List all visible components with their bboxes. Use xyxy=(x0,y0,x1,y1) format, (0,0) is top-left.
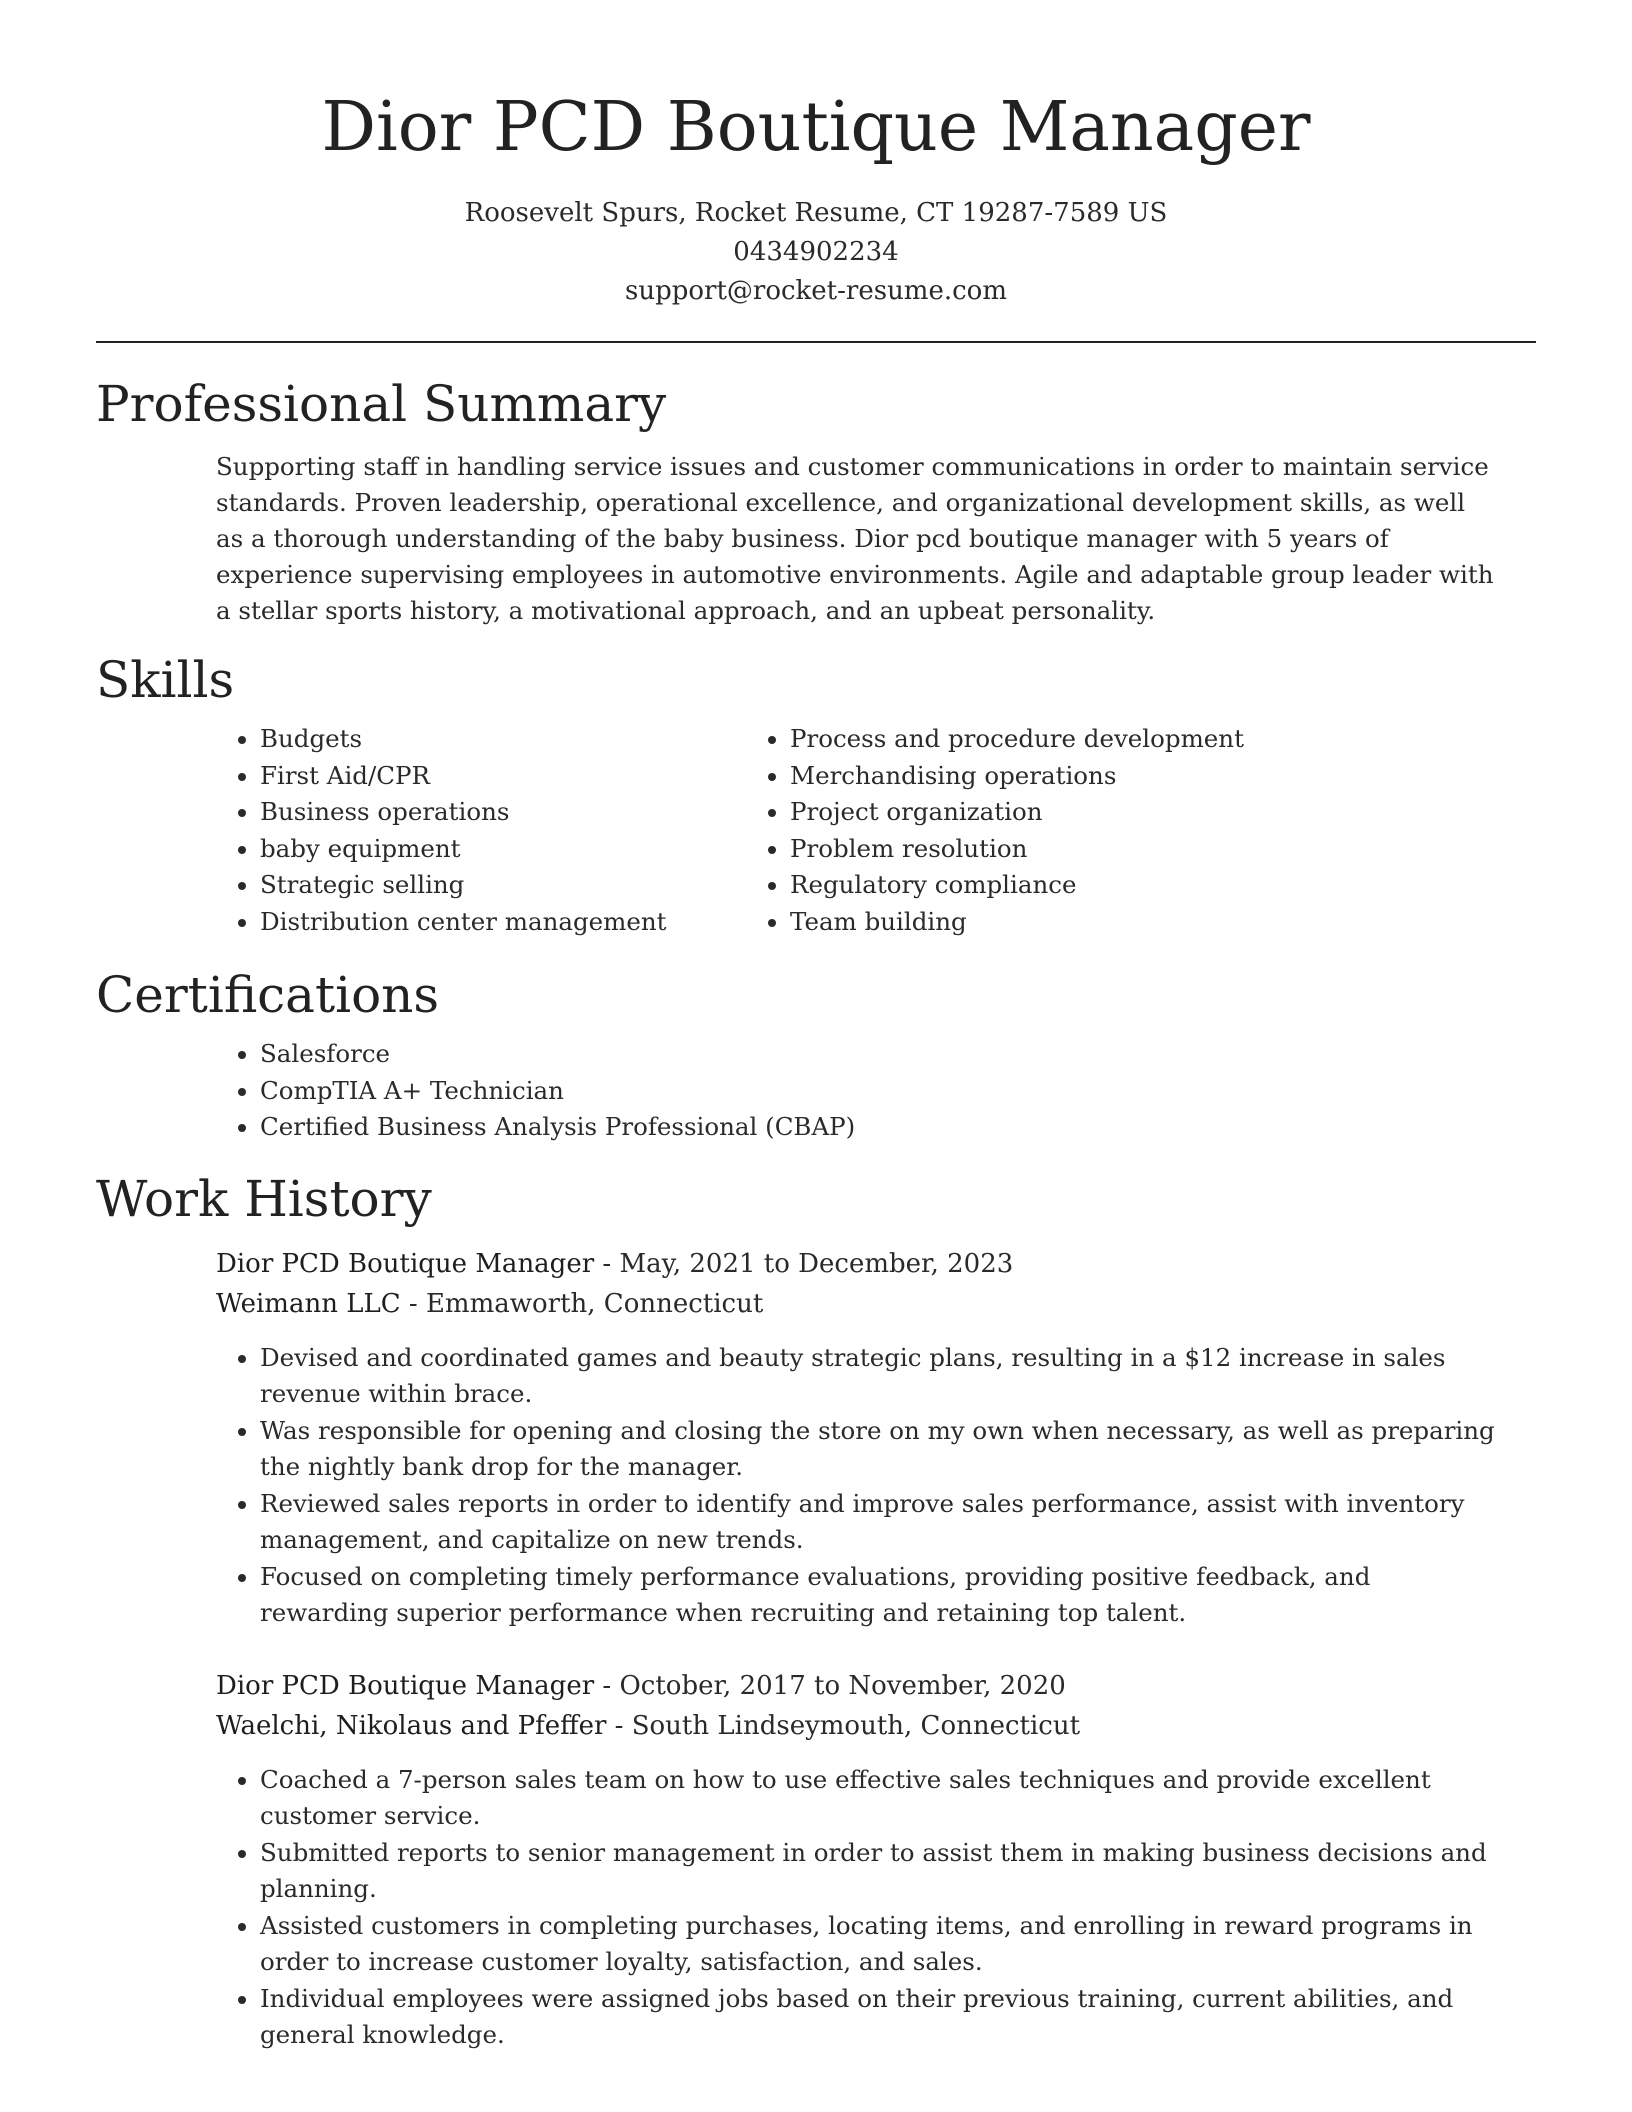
list-item: • Process and procedure development xyxy=(790,721,1244,758)
email: support@rocket-resume.com xyxy=(624,276,1007,306)
certifications-title: Certifications xyxy=(96,966,440,1024)
job-role: Dior PCD Boutique Manager xyxy=(216,1248,595,1279)
list-item: • Reviewed sales reports in order to identify and improve sales performance, assist with inventory management, and capitalize on new trends. xyxy=(260,1486,1496,1559)
job-duties xyxy=(96,1762,1536,2054)
list-item: • Certified Business Analysis Professional (CBAP) xyxy=(260,1109,1536,1146)
job-company: Waelchi, Nikolaus and Pfeffer xyxy=(216,1710,607,1741)
list-item: • Assisted customers in completing purchases, locating items, and enrolling in reward programs in order to increase customer loyalty, satisfaction, and sales. xyxy=(260,1908,1496,1981)
certifications-list xyxy=(96,1036,1536,1146)
skills-title: Skills xyxy=(96,651,235,709)
skills-grid xyxy=(96,721,1536,940)
job-dates: - October, 2017 to November, 2020 xyxy=(594,1670,1066,1701)
list-item: • Was responsible for opening and closing the store on my own when necessary, as well as preparing the nightly bank drop for the manager. xyxy=(260,1413,1496,1486)
list-item: • Individual employees were assigned jobs based on their previous training, current abilities, and general knowledge. xyxy=(260,1981,1496,2054)
list-item: • Business operations xyxy=(260,794,746,831)
list-item: • baby equipment xyxy=(260,831,746,868)
job-role-line xyxy=(96,1244,1536,1284)
summary-text: Supporting staff in handling service issues and customer communications in order to maintain service standards. Proven leadership, operational excellence, and organizational development skills, as well as a thorough understanding of the baby business. Dior pcd boutique manager with 5 years of experience supervising employees in automotive environments. Agile and adaptable group leader with a stellar sports history, a motivational approach, and an upbeat personality. xyxy=(216,452,1494,625)
resume-header xyxy=(96,0,1536,311)
skills-section xyxy=(96,649,1536,940)
list-item: • CompTIA A+ Technician xyxy=(260,1073,1536,1110)
job-dates: - May, 2021 to December, 2023 xyxy=(594,1248,1014,1279)
summary-section xyxy=(96,373,1536,629)
job-role-line xyxy=(96,1666,1536,1706)
header-divider xyxy=(96,341,1536,343)
skills-list-right xyxy=(746,721,1244,940)
list-item: • Strategic selling xyxy=(260,867,746,904)
job-location: - Emmaworth, Connecticut xyxy=(400,1288,764,1319)
job-entry xyxy=(96,1666,1536,2054)
job-company-line xyxy=(96,1284,1536,1324)
summary-title: Professional Summary xyxy=(96,375,667,433)
address: Roosevelt Spurs, Rocket Resume, CT 19287-7589 US xyxy=(464,198,1168,228)
job-company-line xyxy=(96,1706,1536,1746)
list-item: • Submitted reports to senior management in order to assist them in making business decisions and planning. xyxy=(260,1835,1496,1908)
job-role: Dior PCD Boutique Manager xyxy=(216,1670,595,1701)
list-item: • Problem resolution xyxy=(790,831,1244,868)
list-item: • First Aid/CPR xyxy=(260,758,746,795)
list-item: • Devised and coordinated games and beauty strategic plans, resulting in a $12 increase in sales revenue within brace. xyxy=(260,1340,1496,1413)
job-entry xyxy=(96,1244,1536,1632)
list-item: • Budgets xyxy=(260,721,746,758)
certifications-section xyxy=(96,964,1536,1146)
list-item: • Regulatory compliance xyxy=(790,867,1244,904)
resume-page xyxy=(96,0,1536,2054)
list-item: • Project organization xyxy=(790,794,1244,831)
work-title: Work History xyxy=(96,1169,432,1228)
job-company: Weimann LLC xyxy=(216,1288,401,1319)
list-item: • Merchandising operations xyxy=(790,758,1244,795)
list-item: • Distribution center management xyxy=(260,904,746,941)
list-item: • Focused on completing timely performance evaluations, providing positive feedback, and rewarding superior performance when recruiting and retaining top talent. xyxy=(260,1559,1496,1632)
candidate-name: Dior PCD Boutique Manager xyxy=(321,88,1311,167)
work-section xyxy=(96,1168,1536,2054)
phone: 0434902234 xyxy=(733,237,899,267)
list-item: • Team building xyxy=(790,904,1244,941)
skills-list-left xyxy=(96,721,746,940)
job-duties xyxy=(96,1340,1536,1632)
list-item: • Coached a 7-person sales team on how to use effective sales techniques and provide excellent customer service. xyxy=(260,1762,1496,1835)
contact-info xyxy=(96,194,1536,311)
list-item: • Salesforce xyxy=(260,1036,1536,1073)
job-location: - South Lindseymouth, Connecticut xyxy=(606,1710,1081,1741)
